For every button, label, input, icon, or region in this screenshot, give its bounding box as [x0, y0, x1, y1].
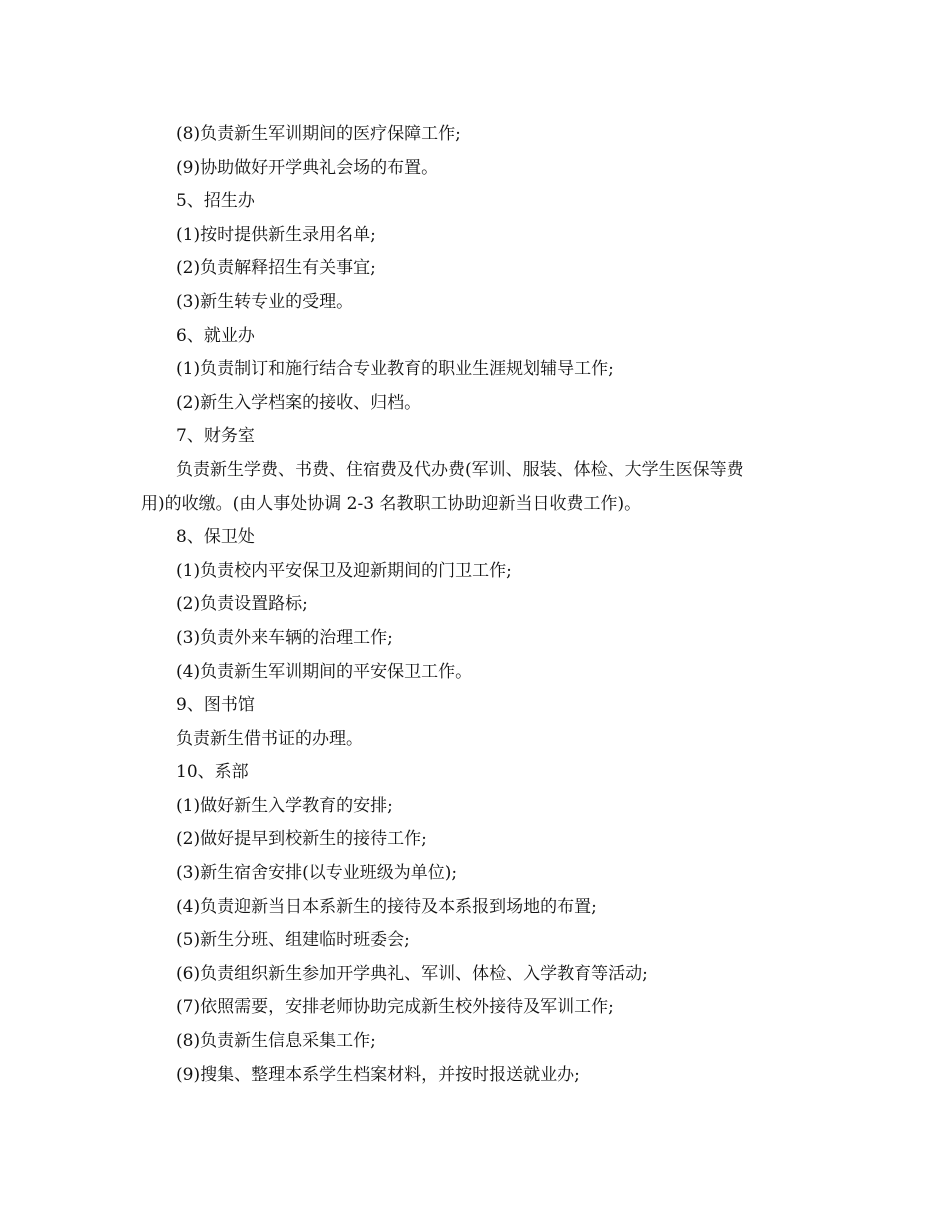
text-line: (2)做好提早到校新生的接待工作; [176, 829, 427, 850]
text-line: (9)搜集、整理本系学生档案材料，并按时报送就业办; [176, 1064, 580, 1085]
text-line: (4)负责迎新当日本系新生的接待及本系报到场地的布置; [176, 896, 597, 917]
section-heading: 6、就业办 [176, 325, 255, 346]
text-line: (3)新生转专业的受理。 [176, 291, 354, 312]
text-line: 负责新生借书证的办理。 [176, 728, 363, 749]
document-body [141, 118, 813, 1092]
text-line: (2)负责解释招生有关事宜; [176, 258, 376, 279]
text-line: (9)协助做好开学典礼会场的布置。 [176, 157, 439, 178]
section-heading: 9、图书馆 [176, 695, 255, 716]
text-line: (2)新生入学档案的接收、归档。 [176, 392, 422, 413]
section-heading: 10、系部 [176, 762, 249, 783]
text-line: (3)负责外来车辆的治理工作; [176, 627, 393, 648]
paragraph-line: 负责新生学费、书费、住宿费及代办费(军训、服装、体检、大学生医保等费 [176, 459, 744, 480]
text-line: (1)负责制订和施行结合专业教育的职业生涯规划辅导工作; [176, 359, 614, 380]
paragraph-line-continued: 用)的收缴。(由人事处协调 2-3 名教职工协助迎新当日收费工作)。 [141, 493, 642, 514]
text-line: (4)负责新生军训期间的平安保卫工作。 [176, 661, 473, 682]
section-heading: 8、保卫处 [176, 527, 255, 548]
text-line: (2)负责设置路标; [176, 594, 308, 615]
text-line: (1)负责校内平安保卫及迎新期间的门卫工作; [176, 560, 512, 581]
text-line: (3)新生宿舍安排(以专业班级为单位); [176, 863, 458, 884]
section-heading: 5、招生办 [176, 191, 255, 212]
text-line: (8)负责新生军训期间的医疗保障工作; [176, 124, 461, 144]
text-line: (6)负责组织新生参加开学典礼、军训、体检、入学教育等活动; [176, 963, 648, 984]
text-line: (7)依照需要，安排老师协助完成新生校外接待及军训工作; [176, 997, 614, 1018]
text-line: (1)做好新生入学教育的安排; [176, 795, 393, 816]
section-heading: 7、财务室 [176, 426, 255, 447]
text-line: (1)按时提供新生录用名单; [176, 224, 376, 245]
text-line: (8)负责新生信息采集工作; [176, 1031, 376, 1052]
text-line: (5)新生分班、组建临时班委会; [176, 930, 410, 951]
